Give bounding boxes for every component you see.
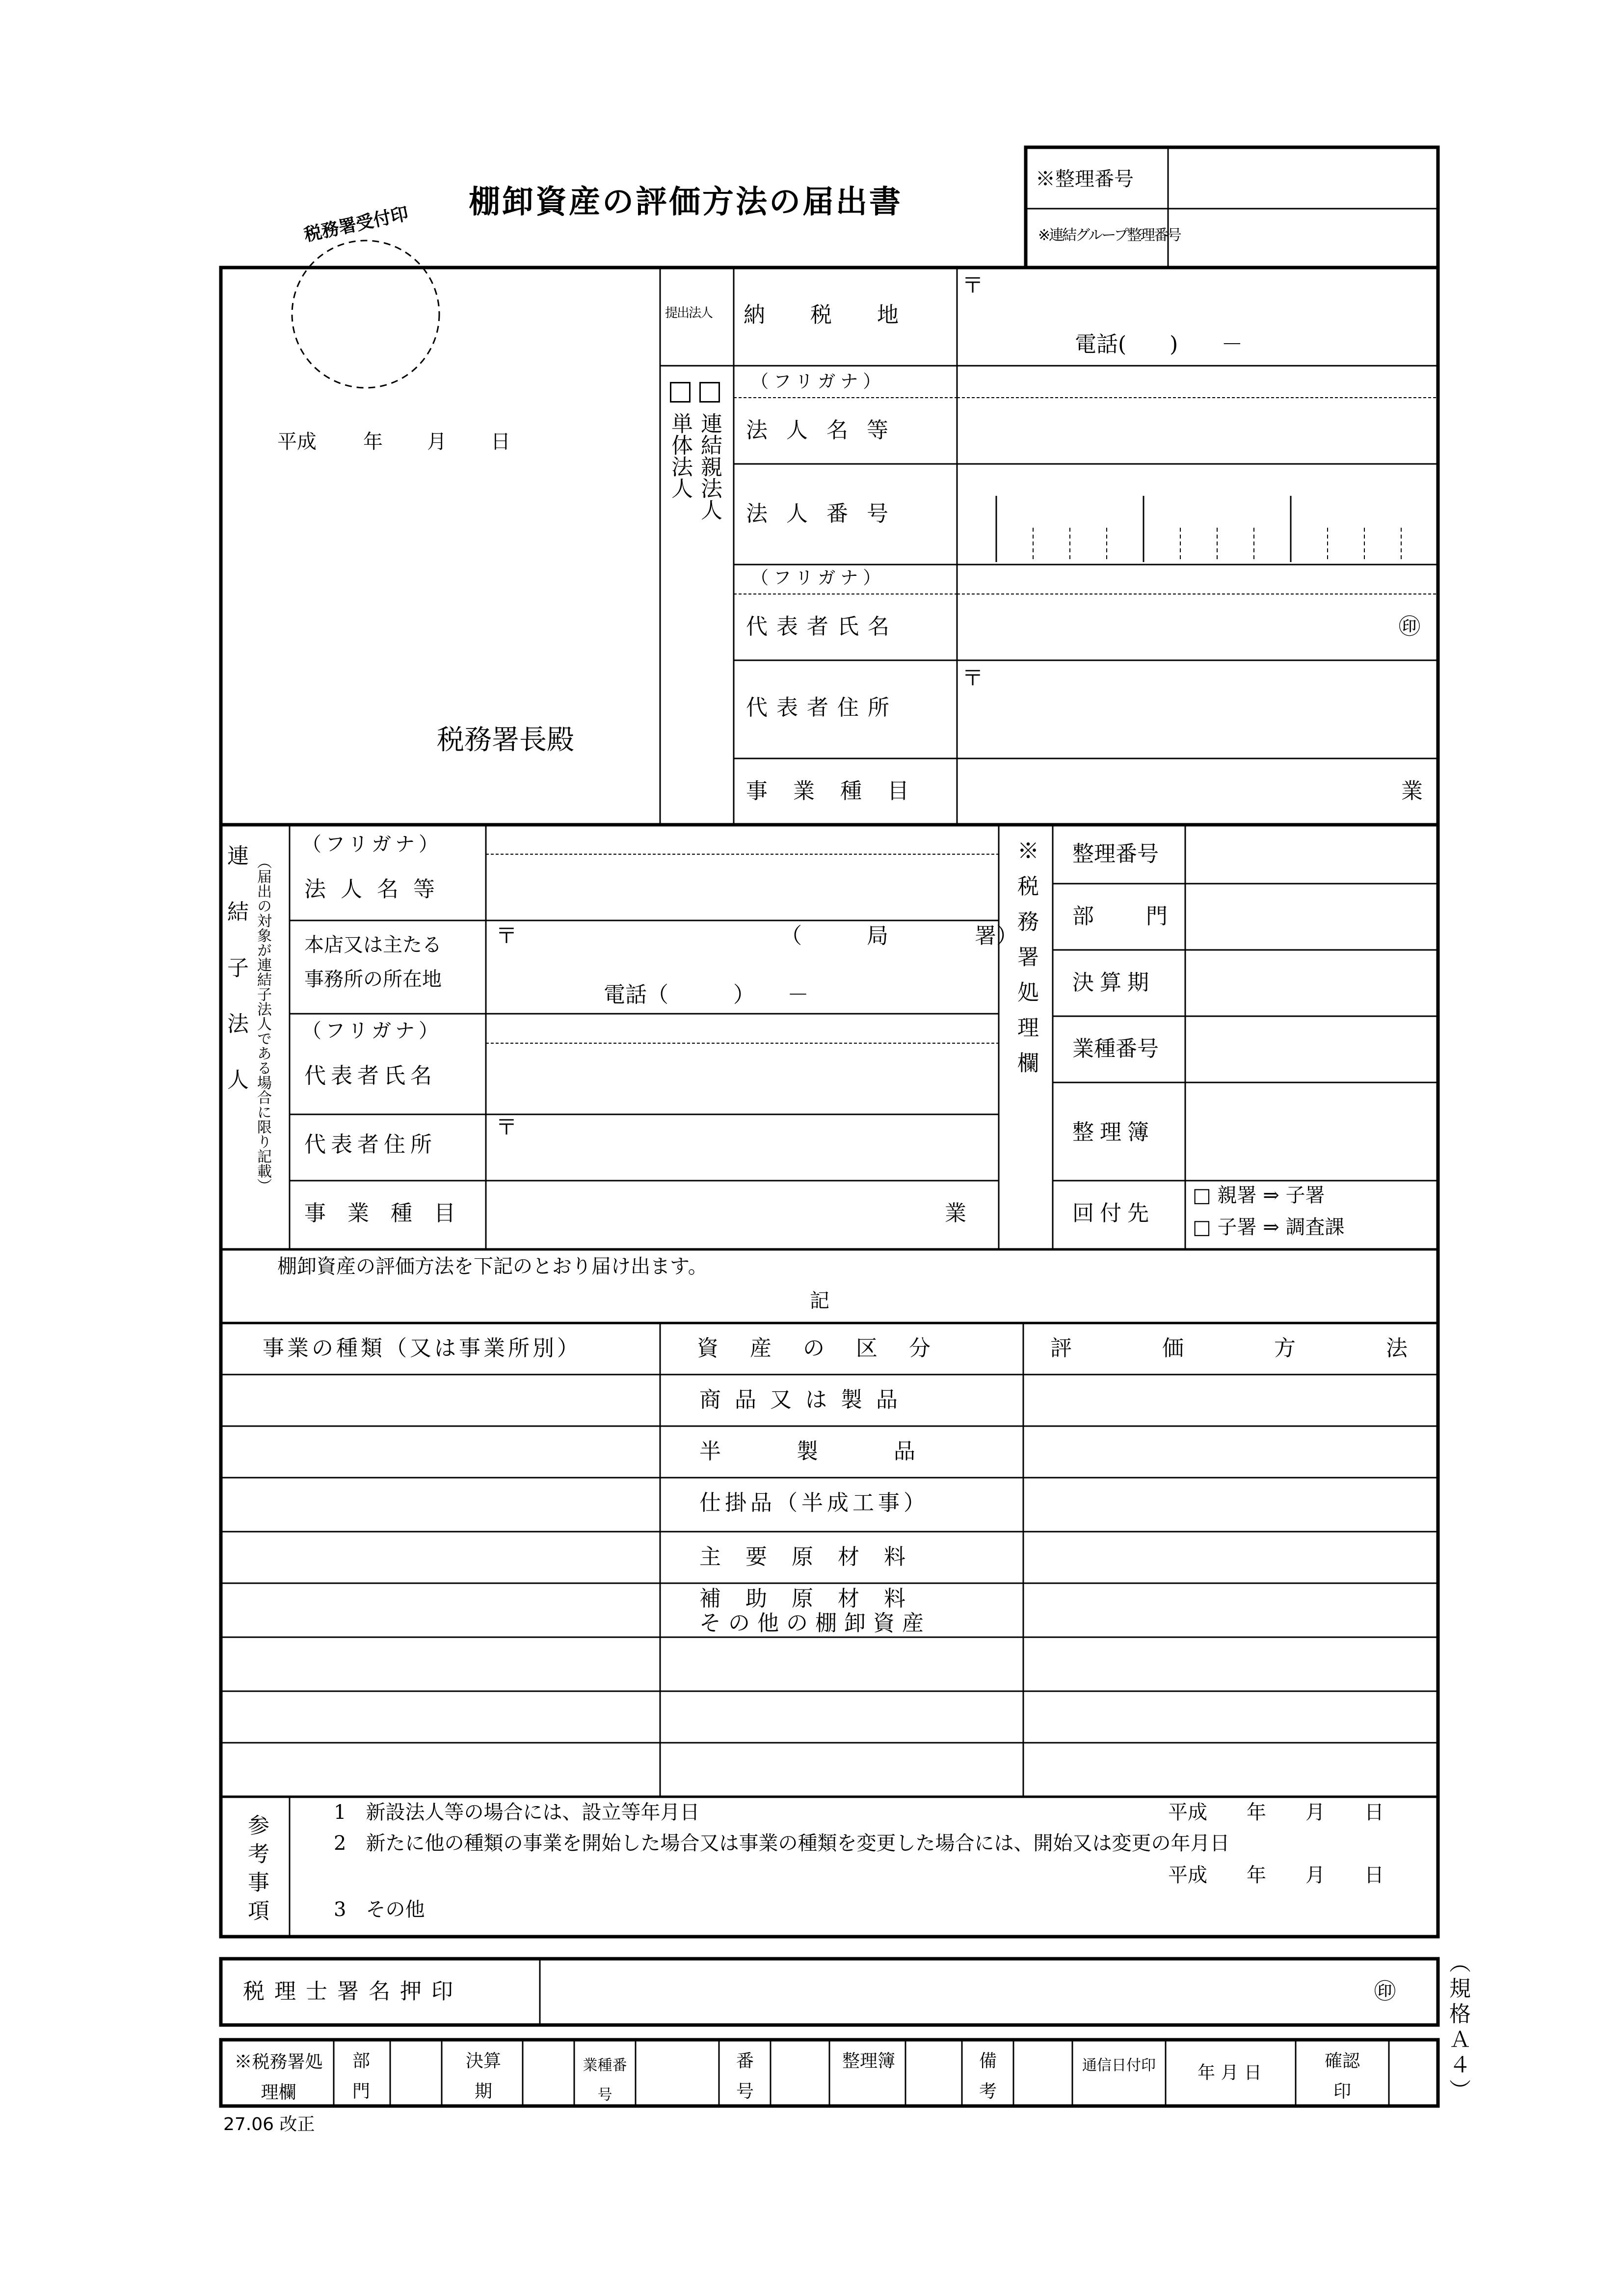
- accountant-label: 税理士署名押印: [243, 1979, 463, 2004]
- sub-rep-name-furigana: （フリガナ）: [302, 1020, 442, 1042]
- sub-hq-label-1: 本店又は主たる: [304, 934, 442, 956]
- sub-rep-name-field[interactable]: [488, 1046, 996, 1112]
- paper-size-note: （規格Ａ４）: [1445, 1951, 1470, 2105]
- business-type-cell[interactable]: [223, 1377, 658, 1424]
- reference-item-1-date: 平成 年 月 日: [1168, 1801, 1384, 1824]
- business-field[interactable]: [959, 761, 1391, 822]
- corp-name-furigana: （フリガナ）: [751, 372, 886, 392]
- bottom-office-label: ※税務署処理欄: [234, 2052, 323, 2103]
- addressee: 税務署長殿: [437, 724, 574, 756]
- asset-row-other: その他の棚卸資産: [699, 1611, 931, 1636]
- office-item-forward-to: 回付先: [1072, 1201, 1155, 1226]
- sub-rep-name-label: 代表者氏名: [304, 1063, 437, 1088]
- tax-place-field[interactable]: [986, 275, 1433, 329]
- date-day: 日: [491, 431, 510, 453]
- business-suffix: 業: [1401, 779, 1423, 804]
- sub-rep-address-field[interactable]: [520, 1117, 996, 1178]
- sub-hq-postal-mark: 〒: [496, 923, 517, 948]
- asset-row-main-materials: 主要原材料: [699, 1544, 930, 1569]
- form-title: 棚卸資産の評価方法の届出書: [469, 184, 903, 220]
- parent-corp-label: 連結親法人: [697, 412, 722, 520]
- reference-item-3: 3 その他: [334, 1898, 425, 1921]
- valuation-cell[interactable]: [1026, 1586, 1436, 1635]
- subsidiary-title: 連結子法人: [223, 844, 248, 1124]
- asset-row-goods: 商品又は製品: [699, 1387, 911, 1412]
- date-year: 年: [363, 431, 383, 453]
- ref-number-field[interactable]: [1171, 150, 1436, 206]
- reference-item-1: 1 新設法人等の場合には、設立等年月日: [334, 1801, 700, 1824]
- bottom-number: 番号: [736, 2051, 754, 2102]
- bottom-register: 整理簿: [842, 2051, 895, 2071]
- single-corp-checkbox[interactable]: [670, 382, 691, 403]
- group-ref-label: ※連結グループ整理番号: [1038, 227, 1180, 244]
- subsidiary-note: （届出の対象が連結子法人である場合に限り記載）: [254, 854, 271, 1193]
- sub-hq-field[interactable]: [520, 923, 766, 982]
- sub-hq-phone: 電話（ ） －: [604, 982, 809, 1007]
- rep-address-postal-mark: 〒: [962, 666, 984, 691]
- bottom-comm-date-stamp: 通信日付印: [1082, 2057, 1156, 2074]
- statement-ki: 記: [810, 1290, 829, 1312]
- reference-item-2-date: 平成 年 月 日: [1168, 1864, 1384, 1887]
- table-header-valuation: 評 価 方 法: [1050, 1336, 1423, 1361]
- business-type-cell[interactable]: [223, 1480, 658, 1529]
- corp-name-field[interactable]: [959, 400, 1436, 461]
- office-column-title: ※税務署処理欄: [1013, 839, 1038, 1087]
- ref-number-label: ※整理番号: [1036, 168, 1134, 190]
- tax-place-phone: 電話( ) －: [1075, 332, 1243, 357]
- corp-number-label: 法人番号: [746, 501, 907, 526]
- sub-rep-address-postal-mark: 〒: [496, 1115, 517, 1140]
- office-item-register: 整理簿: [1072, 1120, 1155, 1145]
- rep-name-furigana: （フリガナ）: [751, 568, 886, 588]
- group-ref-field[interactable]: [1171, 211, 1436, 265]
- reference-title: 参考事項: [244, 1814, 269, 1928]
- sub-hq-bureau: （ 局 署）: [780, 923, 1018, 948]
- parent-corp-checkbox[interactable]: [699, 382, 720, 403]
- business-label: 事業種目: [746, 779, 934, 804]
- single-corp-label: 単体法人: [667, 412, 692, 499]
- table-header-business-type: 事業の種類（又は事業所別）: [263, 1336, 582, 1361]
- accountant-seal: ㊞: [1374, 1979, 1396, 2004]
- asset-row-wip: 仕掛品（半成工事）: [699, 1490, 929, 1515]
- receipt-stamp-area: [292, 241, 439, 388]
- business-type-cell[interactable]: [223, 1586, 658, 1635]
- rep-address-label: 代表者住所: [746, 695, 898, 720]
- sub-hq-label-2: 事務所の所在地: [304, 968, 442, 991]
- sub-corp-name-furigana: （フリガナ）: [302, 833, 442, 856]
- sub-corp-name-label: 法人名等: [304, 877, 450, 902]
- valuation-cell[interactable]: [1026, 1429, 1436, 1475]
- valuation-cell[interactable]: [1026, 1377, 1436, 1424]
- bottom-industry-number: 業種番号: [583, 2057, 627, 2104]
- office-item-industry-number: 業種番号: [1072, 1036, 1159, 1061]
- bottom-fiscal-period: 決算期: [465, 2051, 501, 2102]
- corp-name-label: 法人名等: [746, 418, 907, 443]
- revision-note: 27.06 改正: [223, 2114, 315, 2134]
- table-header-asset-class: 資 産 の 区 分: [697, 1336, 935, 1361]
- sub-corp-name-field[interactable]: [488, 857, 996, 918]
- statement-text: 棚卸資産の評価方法を下記のとおり届け出ます。: [277, 1255, 708, 1278]
- office-item-fiscal-period: 決算期: [1072, 970, 1155, 995]
- sub-business-field[interactable]: [488, 1183, 940, 1247]
- bottom-remarks: 備考: [979, 2051, 997, 2102]
- tax-place-postal-mark: 〒: [962, 273, 984, 298]
- business-type-cell[interactable]: [223, 1534, 658, 1581]
- stamp-label: 税務署受付印: [302, 204, 410, 246]
- date-era: 平成: [277, 431, 317, 453]
- bottom-department: 部門: [352, 2051, 371, 2102]
- corp-number-field[interactable]: [959, 491, 1436, 562]
- date-month: 月: [427, 431, 447, 453]
- asset-row-aux-materials: 補助原材料: [699, 1586, 930, 1611]
- sub-business-label: 事業種目: [304, 1201, 477, 1226]
- office-route-parent-to-child[interactable]: □ 親署 ⇒ 子署: [1193, 1184, 1325, 1207]
- valuation-cell[interactable]: [1026, 1534, 1436, 1581]
- rep-address-field[interactable]: [986, 665, 1433, 756]
- sub-rep-address-label: 代表者住所: [304, 1132, 437, 1157]
- sub-business-suffix: 業: [945, 1201, 966, 1226]
- rep-name-seal: ㊞: [1399, 614, 1420, 639]
- bottom-date: 年 月 日: [1197, 2063, 1262, 2083]
- reference-item-2: 2 新たに他の種類の事業を開始した場合又は事業の種類を変更した場合には、開始又は変更の年月日: [334, 1832, 1230, 1855]
- accountant-signature-field[interactable]: [542, 1961, 1367, 2023]
- tax-place-label: 納 税 地: [744, 302, 910, 327]
- filer-label: 提出法人: [665, 306, 713, 321]
- office-item-ref-number: 整理番号: [1072, 841, 1159, 866]
- asset-row-semi-finished: 半 製 品: [699, 1439, 926, 1464]
- bottom-confirm-seal: 確認印: [1324, 2051, 1360, 2102]
- office-route-child-to-audit[interactable]: □ 子署 ⇒ 調査課: [1193, 1216, 1345, 1239]
- office-item-department: 部 門: [1072, 904, 1171, 929]
- rep-name-field[interactable]: [959, 596, 1391, 658]
- business-type-cell[interactable]: [223, 1429, 658, 1475]
- valuation-cell[interactable]: [1026, 1480, 1436, 1529]
- rep-name-label: 代表者氏名: [746, 614, 898, 639]
